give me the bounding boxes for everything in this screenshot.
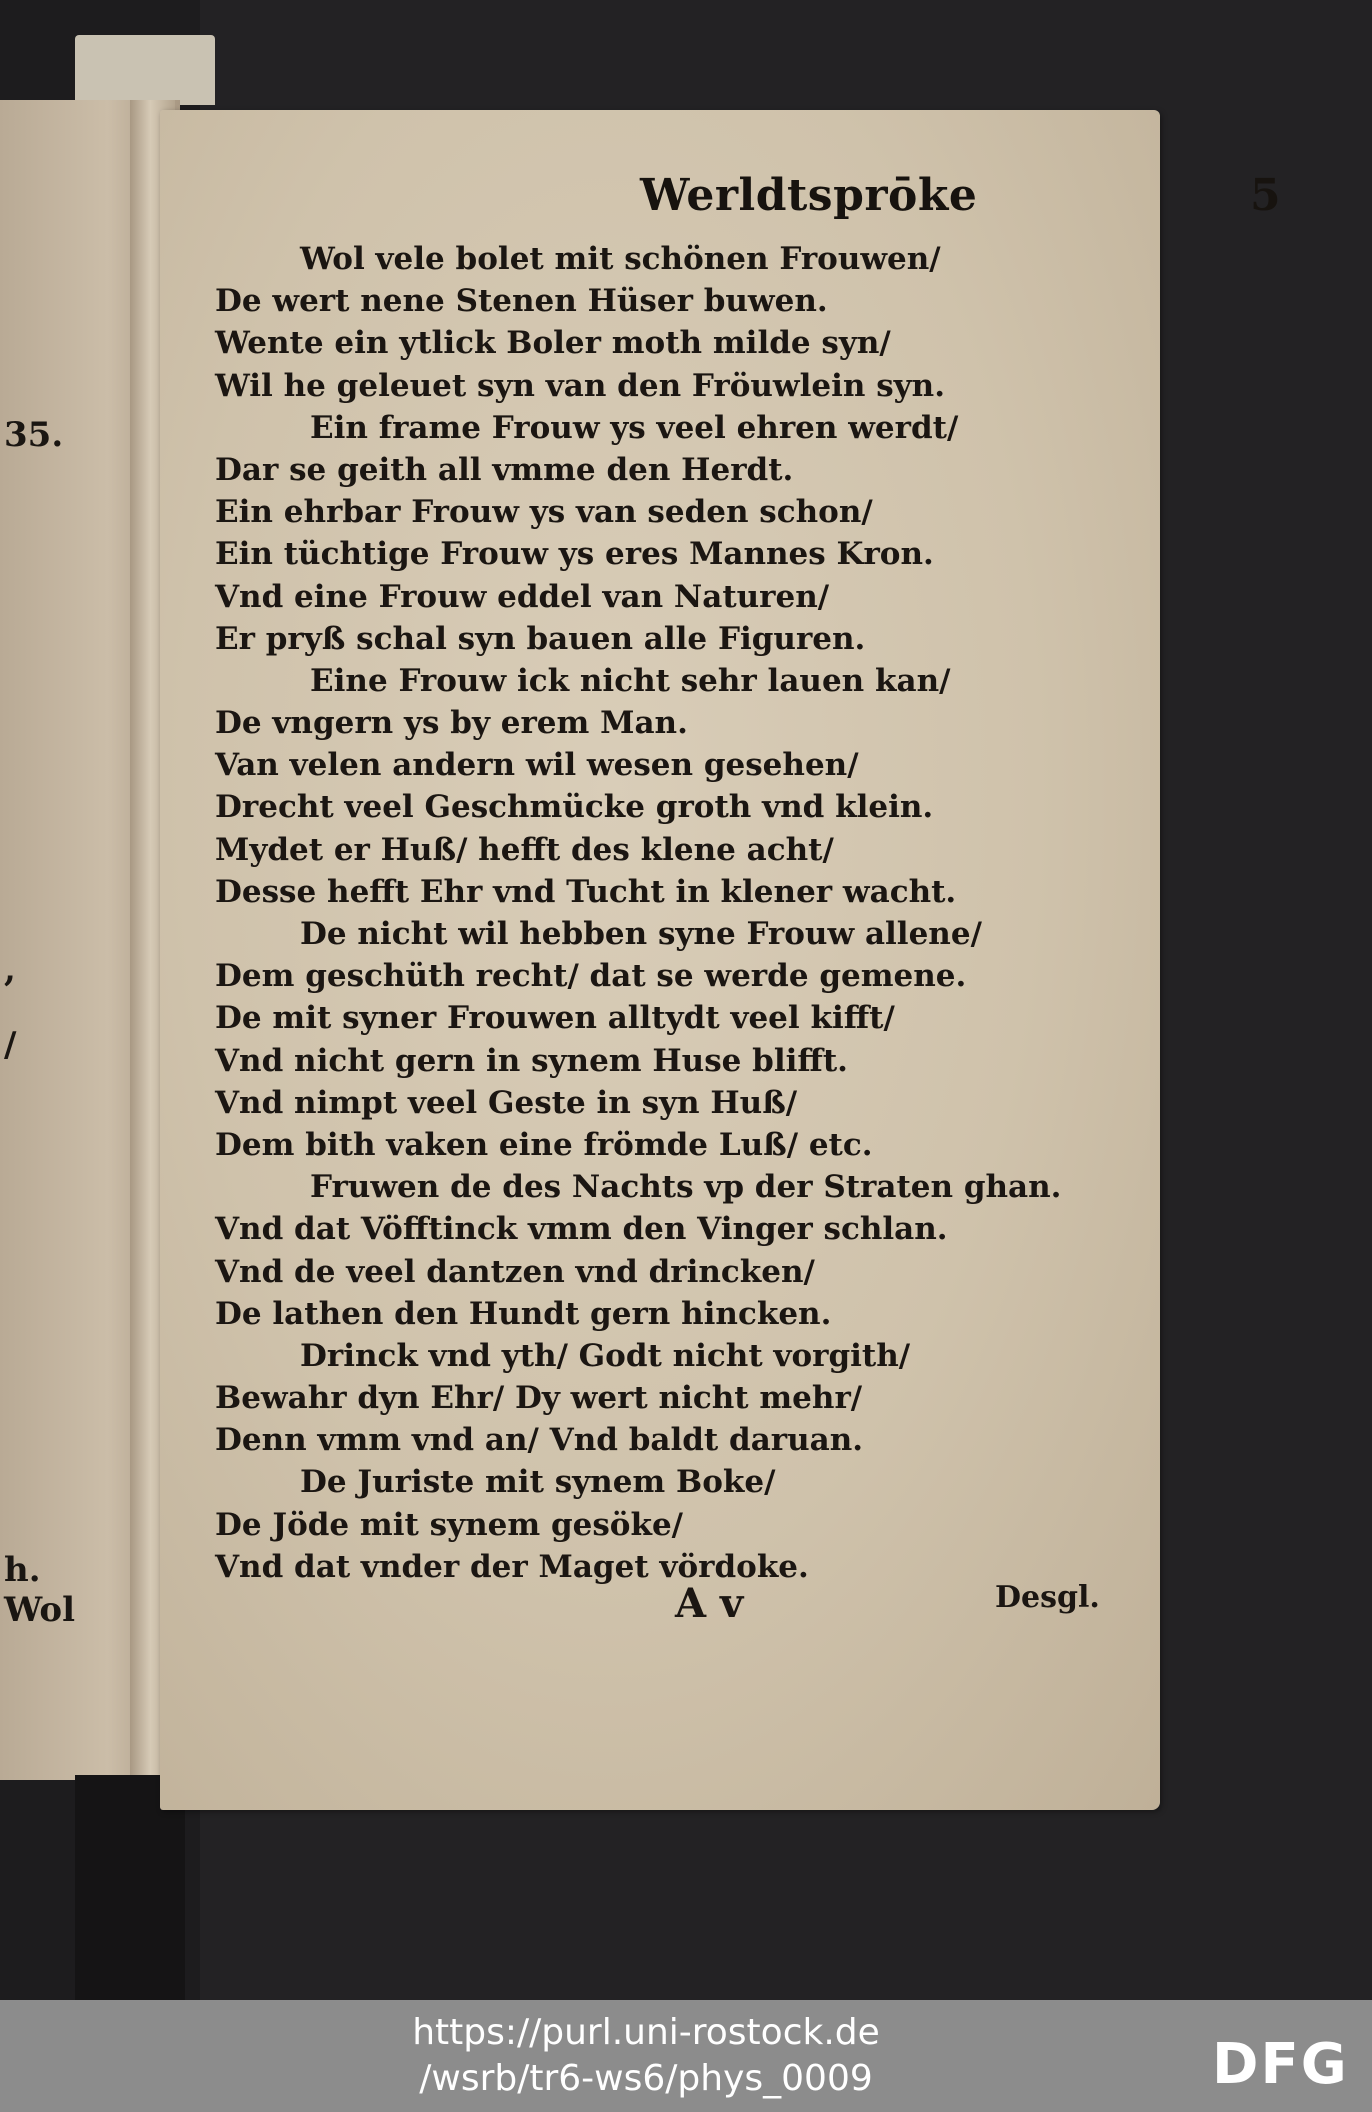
verse-line: Drinck vnd yth/ Godt nicht vorgith/ [300, 1337, 911, 1374]
verse-line: De nicht wil hebben syne Frouw allene/ [300, 916, 982, 952]
signature-mark: A v [675, 1580, 744, 1627]
verse-line: Wol vele bolet mit schönen Frouwen/ [300, 241, 941, 277]
verse-line: Wil he geleuet syn van den Fröuwlein syn. [215, 367, 945, 404]
verse-line: De mit syner Frouwen alltydt veel kifft/ [215, 1000, 895, 1037]
left-fragment: , [4, 950, 16, 990]
verse-block [215, 238, 1135, 1588]
verse-line: Vnd dat vnder der Maget vördoke. [215, 1548, 809, 1585]
verse-line: Drecht veel Geschmücke groth vnd klein. [215, 789, 934, 826]
verse-line: Vnd nimpt veel Geste in syn Huß/ [215, 1084, 798, 1121]
verse-line: Mydet er Huß/ hefft des klene acht/ [215, 831, 834, 868]
verse-line: Desse hefft Ehr vnd Tucht in klener wacht. [215, 873, 957, 910]
verse-line: Eine Frouw ick nicht sehr lauen kan/ [310, 662, 951, 699]
verse-line: Dem bith vaken eine frömde Luß/ etc. [215, 1126, 873, 1163]
verse-line: Vnd nicht gern in synem Huse blifft. [215, 1042, 848, 1079]
right-page [160, 110, 1281, 1810]
running-title: Werldtsprōke [640, 170, 978, 221]
verse-line: Denn vmm vnd an/ Vnd baldt daruan. [215, 1422, 864, 1459]
verse-line: Vnd eine Frouw eddel van Naturen/ [215, 578, 830, 615]
verse-line: De lathen den Hundt gern hincken. [215, 1295, 832, 1332]
book-spine-top [75, 35, 215, 105]
left-fragment: / [4, 1025, 17, 1065]
verse-line: Ein frame Frouw ys veel ehren werdt/ [310, 409, 959, 446]
verse-line: Vnd de veel dantzen vnd drincken/ [215, 1253, 815, 1290]
permalink-line-1[interactable]: https://purl.uni-rostock.de [412, 2012, 880, 2053]
verse-line: De Jöde mit synem gesöke/ [215, 1506, 683, 1543]
page-header [480, 170, 1281, 230]
left-fragment: Wol [4, 1590, 76, 1630]
permalink-line-2[interactable]: /wsrb/tr6-ws6/phys_0009 [419, 2058, 873, 2099]
verse-line: Er pryß schal syn bauen alle Figuren. [215, 620, 866, 657]
verse-line: Ein tüchtige Frouw ys eres Mannes Kron. [215, 536, 934, 573]
verse-line: Bewahr dyn Ehr/ Dy wert nicht mehr/ [215, 1380, 863, 1417]
left-fragment: 35. [4, 415, 64, 455]
verse-line: Dem geschüth recht/ dat se werde gemene. [215, 958, 967, 995]
verse-line: Fruwen de des Nachts vp der Straten ghan. [310, 1169, 1062, 1206]
footer-bar [0, 2000, 1372, 2112]
verse-line: De wert nene Stenen Hüser buwen. [215, 283, 828, 320]
verse-line: Van velen andern wil wesen gesehen/ [215, 747, 859, 784]
left-fragment: h. [4, 1550, 41, 1590]
verse-line: Vnd dat Vöfftinck vmm den Vinger schlan. [215, 1211, 948, 1248]
page-number: 5 [1250, 170, 1281, 221]
verse-line: De vngern ys by erem Man. [215, 705, 688, 742]
verse-line: Ein ehrbar Frouw ys van seden schon/ [215, 494, 873, 531]
catchword: Desgl. [995, 1580, 1100, 1615]
verse-line: Dar se geith all vmme den Herdt. [215, 451, 794, 488]
dfg-logo: DFG [1212, 2032, 1349, 2097]
verse-line: Wente ein ytlick Boler moth milde syn/ [215, 325, 891, 362]
verse-line: De Juriste mit synem Boke/ [300, 1464, 776, 1501]
